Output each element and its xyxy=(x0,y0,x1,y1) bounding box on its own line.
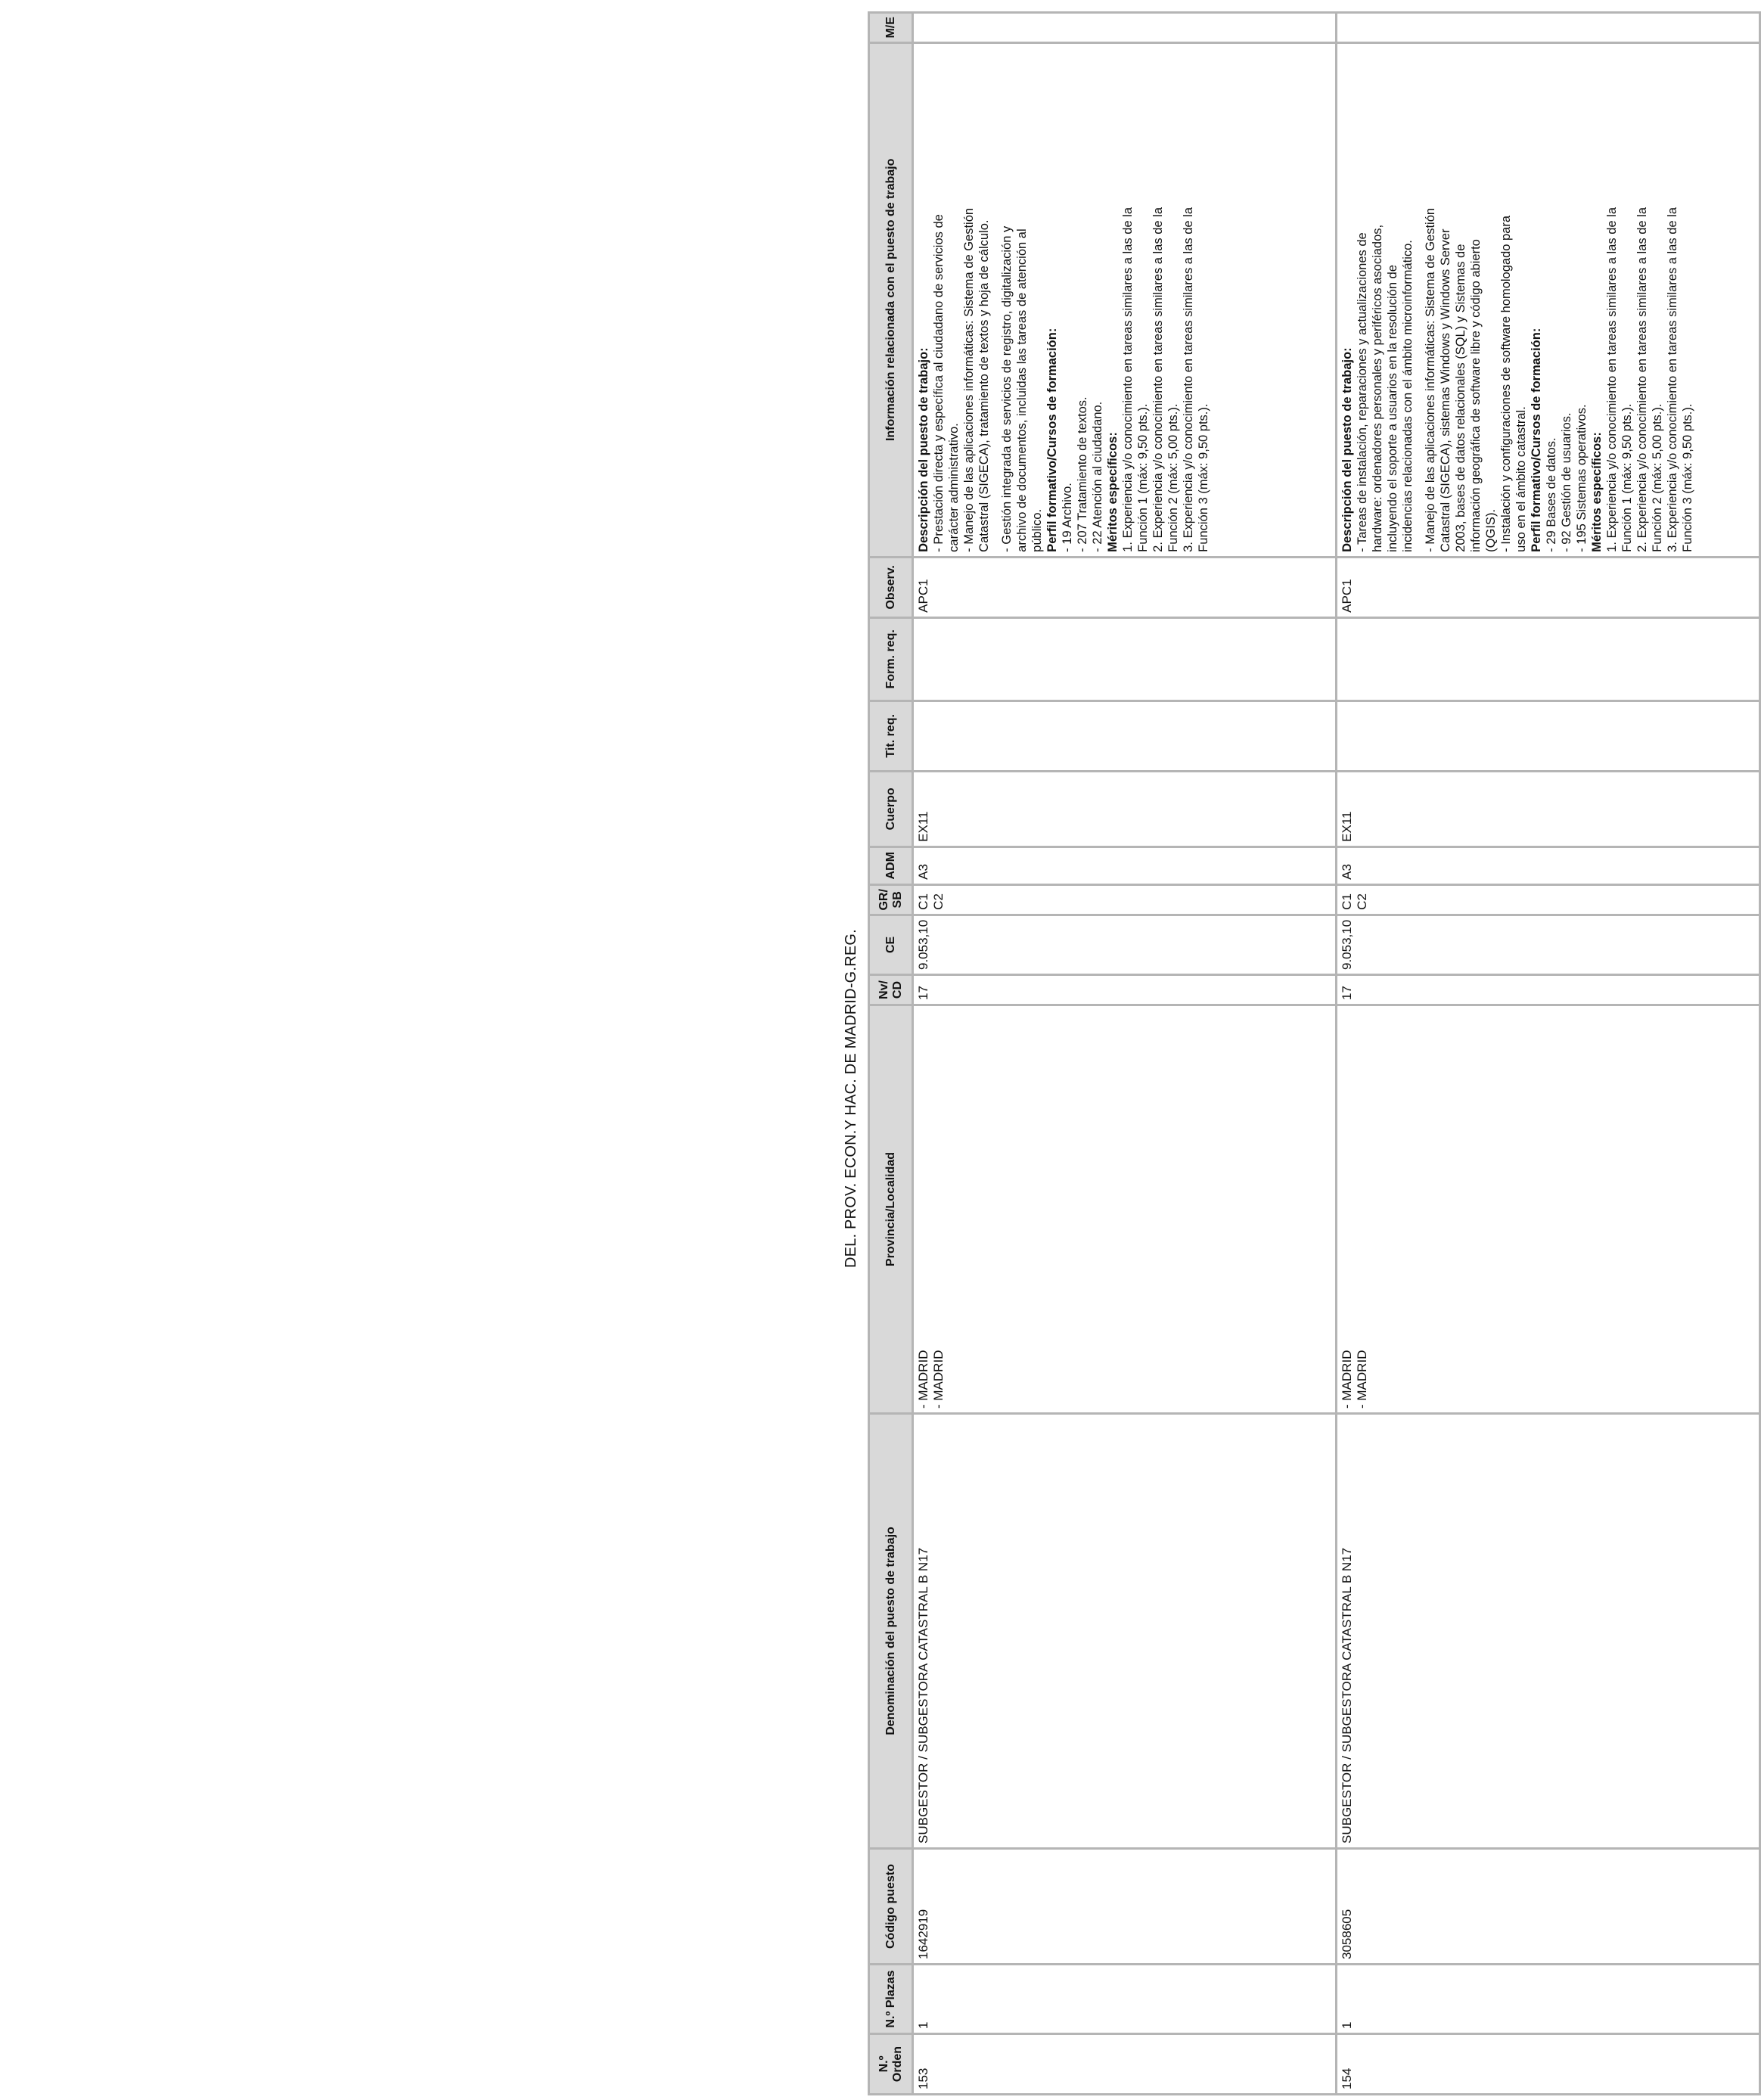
info-line: - 22 Atención al ciudadano. xyxy=(1091,401,1104,552)
info-line: - 92 Gestión de usuarios. xyxy=(1560,412,1573,552)
table-row xyxy=(1337,12,1760,2094)
job-positions-table xyxy=(868,11,1761,2095)
cell-grupo xyxy=(1337,884,1760,915)
desc-lines xyxy=(931,48,992,552)
info-line: - Gestión integrada de servicios de registro, digitalización y xyxy=(1000,225,1014,552)
cell-me xyxy=(1337,12,1760,42)
cell-adm: A3 xyxy=(913,847,1337,884)
cell-denominacion: SUBGESTOR / SUBGESTORA CATASTRAL B N17 xyxy=(913,1414,1337,1849)
cell-ce: 9.053,10 xyxy=(1337,915,1760,974)
cell-orden: 153 xyxy=(913,2034,1337,2095)
header-denominacion: Denominación del puesto de trabajo xyxy=(869,1414,913,1849)
cell-adm: A3 xyxy=(1337,847,1760,884)
info-line: público. xyxy=(1030,508,1044,552)
info-line: - Manejo de las aplicaciones informáticas: Sistema de Gestión xyxy=(962,207,976,552)
info-line: hardware: ordenadores personales y periféricos asociados, xyxy=(1371,224,1384,552)
paragraph-spacer xyxy=(992,48,999,552)
info-line: Función 3 (máx: 9,50 pts.). xyxy=(1681,403,1694,552)
cell-grupo xyxy=(913,884,1337,915)
info-line: 1. Experiencia y/o conocimiento en tareas similares a las de la xyxy=(1605,207,1619,552)
desc-lines-2 xyxy=(999,48,1045,552)
info-line: archivo de documentos, incluidas las tareas de atención al xyxy=(1015,228,1029,552)
cell-formacion xyxy=(1337,617,1760,701)
info-line: uso en el ámbito catastral. xyxy=(1514,406,1528,552)
grupo-line: C1 xyxy=(916,893,930,910)
cell-me xyxy=(913,12,1337,42)
header-codigo: Código puesto xyxy=(869,1849,913,1965)
info-line: - Prestación directa y específica al ciudadano de servicios de xyxy=(932,214,946,552)
info-line: 1. Experiencia y/o conocimiento en tareas similares a las de la xyxy=(1121,207,1135,552)
meritos-lines xyxy=(1604,48,1695,552)
cell-observaciones: APC1 xyxy=(1337,557,1760,617)
header-adm: ADM xyxy=(869,847,913,884)
cell-nivel: 17 xyxy=(1337,975,1760,1005)
desc-title: Descripción del puesto de trabajo: xyxy=(1340,347,1354,552)
cell-provincia xyxy=(1337,1005,1760,1414)
provincia-line: - MADRID xyxy=(931,1350,946,1409)
perfil-lines xyxy=(1544,48,1589,552)
table-row xyxy=(913,12,1337,2094)
cell-informacion xyxy=(1337,42,1760,557)
info-line: - Instalación y configuraciones de software homologado para xyxy=(1499,215,1513,552)
header-orden: N.º Orden xyxy=(869,2034,913,2095)
header-me: M/E xyxy=(869,12,913,42)
desc-lines-2 xyxy=(1423,48,1529,552)
perfil-title: Perfil formativo/Cursos de formación: xyxy=(1045,328,1059,552)
info-line: Función 3 (máx: 9,50 pts.). xyxy=(1197,403,1210,552)
info-line: 2. Experiencia y/o conocimiento en tareas similares a las de la xyxy=(1635,207,1649,552)
cell-orden: 154 xyxy=(1337,2034,1760,2095)
provincia-line: - MADRID xyxy=(916,1350,930,1409)
info-line: Función 2 (máx: 5,00 pts.). xyxy=(1651,403,1664,552)
info-line: - Tareas de instalación, reparaciones y actualizaciones de xyxy=(1356,232,1369,552)
document-caption: DEL. PROV. ECON.Y HAC. DE MADRID-G.REG. xyxy=(843,929,859,1268)
header-ce: CE xyxy=(869,915,913,974)
info-line: (QGIS). xyxy=(1484,508,1498,552)
cell-observaciones: APC1 xyxy=(913,557,1337,617)
meritos-title: Méritos específicos: xyxy=(1106,432,1120,552)
meritos-title: Méritos específicos: xyxy=(1590,432,1604,552)
info-line: - 195 Sistemas operativos. xyxy=(1575,404,1589,552)
cell-cuerpo: EX11 xyxy=(1337,771,1760,847)
info-line: Función 1 (máx: 9,50 pts.). xyxy=(1136,403,1150,552)
cell-plazas: 1 xyxy=(913,1965,1337,2034)
cell-cuerpo: EX11 xyxy=(913,771,1337,847)
cell-formacion xyxy=(913,617,1337,701)
meritos-lines xyxy=(1120,48,1211,552)
header-observaciones: Observ. xyxy=(869,557,913,617)
grupo-line: C2 xyxy=(1355,893,1369,910)
perfil-lines xyxy=(1060,48,1105,552)
desc-lines xyxy=(1355,48,1415,552)
cell-provincia xyxy=(913,1005,1337,1414)
info-line: 2003, bases de datos relacionales (SQL) y Sistemas de xyxy=(1454,244,1468,552)
cell-nivel: 17 xyxy=(913,975,1337,1005)
header-grupo: GR/ SB xyxy=(869,884,913,915)
info-line: carácter administrativo. xyxy=(947,423,961,552)
cell-titulacion xyxy=(913,701,1337,771)
header-informacion: Información relacionada con el puesto de trabajo xyxy=(869,42,913,557)
perfil-title: Perfil formativo/Cursos de formación: xyxy=(1530,328,1543,552)
grupo-line: C2 xyxy=(931,893,946,910)
info-line: Catastral (SIGECA), sistemas Windows y Windows Server xyxy=(1439,228,1452,552)
cell-informacion xyxy=(913,42,1337,557)
info-line: incluyendo el soporte a usuarios en la resolución de xyxy=(1386,265,1399,552)
header-provincia: Provincia/Localidad xyxy=(869,1005,913,1414)
header-plazas: N.º Plazas xyxy=(869,1965,913,2034)
info-line: Catastral (SIGECA), tratamiento de textos y hoja de cálculo. xyxy=(977,219,991,552)
grupo-line: C1 xyxy=(1340,893,1354,910)
cell-plazas: 1 xyxy=(1337,1965,1760,2034)
cell-denominacion: SUBGESTOR / SUBGESTORA CATASTRAL B N17 xyxy=(1337,1414,1760,1849)
info-line: - 29 Bases de datos. xyxy=(1545,437,1558,552)
info-line: incidencias relacionadas con el ámbito microinformático. xyxy=(1401,240,1415,552)
info-line: - 207 Tratamiento de textos. xyxy=(1076,396,1089,552)
header-formacion: Form. req. xyxy=(869,617,913,701)
header-titulacion: Tit. req. xyxy=(869,701,913,771)
info-line: - Manejo de las aplicaciones informáticas: Sistema de Gestión xyxy=(1424,207,1437,552)
cell-ce: 9.053,10 xyxy=(913,915,1337,974)
cell-codigo: 1642919 xyxy=(913,1849,1337,1965)
cell-codigo: 3058605 xyxy=(1337,1849,1760,1965)
info-line: Función 2 (máx: 5,00 pts.). xyxy=(1166,403,1180,552)
header-nivel: Nv/ CD xyxy=(869,975,913,1005)
info-line: 2. Experiencia y/o conocimiento en tareas similares a las de la xyxy=(1151,207,1165,552)
paragraph-spacer xyxy=(1415,48,1423,552)
cell-titulacion xyxy=(1337,701,1760,771)
desc-title: Descripción del puesto de trabajo: xyxy=(917,347,930,552)
provincia-line: - MADRID xyxy=(1340,1350,1354,1409)
table-header-row xyxy=(869,12,913,2094)
header-cuerpo: Cuerpo xyxy=(869,771,913,847)
info-line: - 19 Archivo. xyxy=(1061,483,1074,552)
provincia-line: - MADRID xyxy=(1355,1350,1369,1409)
info-line: información geográfica de software libre y código abierto xyxy=(1469,239,1483,552)
info-line: 3. Experiencia y/o conocimiento en tareas similares a las de la xyxy=(1666,207,1679,552)
info-line: 3. Experiencia y/o conocimiento en tareas similares a las de la xyxy=(1182,207,1195,552)
info-line: Función 1 (máx: 9,50 pts.). xyxy=(1620,403,1634,552)
